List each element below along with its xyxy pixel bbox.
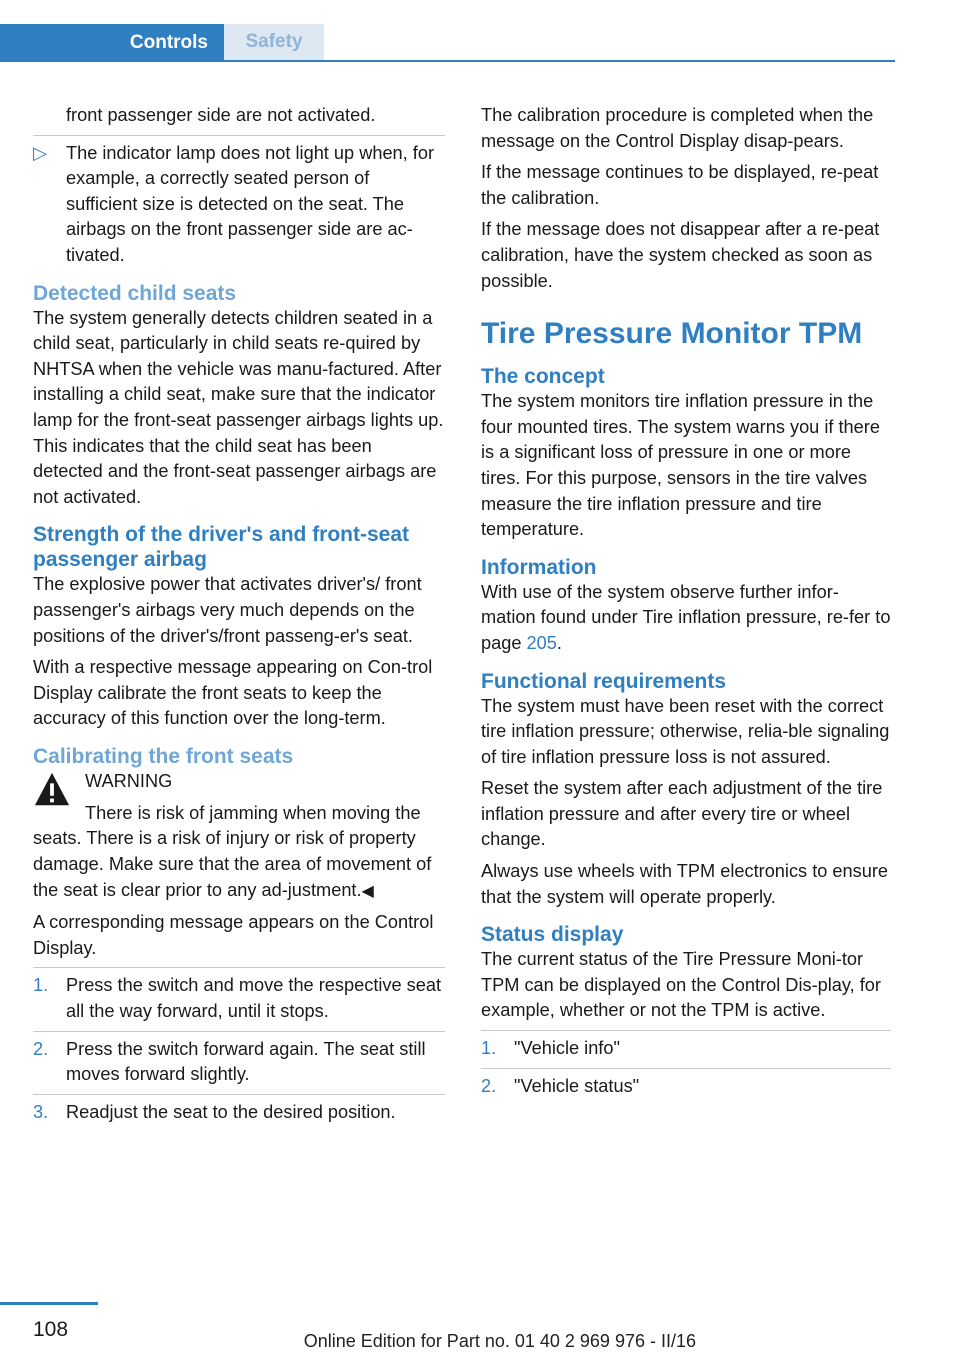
- step-number: 3.: [33, 1101, 49, 1122]
- paragraph-information: [481, 580, 891, 657]
- heading-functional-requirements: Functional requirements: [481, 669, 727, 693]
- list-item: [33, 967, 445, 1024]
- list-item: [481, 1030, 891, 1062]
- edition-text: Online Edition for Part no. 01 40 2 969 976 - II/16: [303, 1331, 696, 1351]
- paragraph-concept: The system monitors tire inflation pressure in the four mounted tires. The system warns you if there is a significant loss of pressure in one or more tires. For this purpose, sensors in the tire valves measure the tire inflation pressure and tire temperature.: [481, 391, 880, 540]
- paragraph-detected: The system generally detects children seated in a child seat, particularly in child seats re‐quired by NHTSA when the vehicle was manu‐factured. After installing a child seat, make sure that the indicator lamp for the front-seat passenger airbags lights up. This indicates that the child seat has been detected and the front-seat passenger airbags are not activated.: [33, 307, 444, 507]
- right-column: [481, 103, 891, 1105]
- end-marker: ◀: [361, 882, 374, 900]
- step-text: "Vehicle info": [514, 1038, 620, 1059]
- step-number: 2.: [481, 1075, 497, 1096]
- paragraph-complete: The calibration procedure is completed when the message on the Control Display disap‐pears.: [481, 105, 874, 151]
- heading-information: Information: [481, 555, 597, 579]
- paragraph-message: A corresponding message appears on the Control Display.: [33, 912, 434, 958]
- paragraph-strength-1: The explosive power that activates driver's/ front passenger's airbags very much depends on the positions of the driver's/front passeng‐er's seat.: [33, 574, 422, 646]
- warning-triangle-icon: [33, 771, 71, 809]
- paragraph-func-1: The system must have been reset with the correct tire inflation pressure; otherwise, relia‐ble signaling of tire inflation pressure loss is not assured.: [481, 695, 890, 767]
- paragraph-not-disappear: If the message does not disappear after a re‐peat calibration, have the system checked as soon as possible.: [481, 219, 880, 291]
- step-text: Press the switch forward again. The seat still moves forward slightly.: [66, 1038, 426, 1085]
- step-number: 1.: [481, 1038, 497, 1059]
- tab-safety[interactable]: Safety: [224, 24, 324, 60]
- tab-controls[interactable]: Controls: [0, 24, 224, 62]
- step-text: Press the switch and move the respective seat all the way forward, until it stops.: [66, 975, 442, 1022]
- page-link[interactable]: 205: [526, 632, 557, 653]
- step-number: 2.: [33, 1038, 49, 1059]
- list-item: [33, 1094, 445, 1126]
- paragraph-continues: If the message continues to be displayed, re‐peat the calibration.: [481, 162, 879, 208]
- heading-concept: The concept: [481, 365, 605, 389]
- step-text: Readjust the seat to the desired position.: [66, 1101, 396, 1122]
- footer-rule: [0, 1302, 98, 1305]
- heading-detected-child-seats: Detected child seats: [33, 281, 237, 305]
- heading-status-display: Status display: [481, 923, 624, 947]
- info-text: With use of the system observe further infor‐mation found under Tire inflation pressure, re‐fer to page: [481, 581, 891, 653]
- list-item: [33, 1031, 445, 1088]
- status-steps-list: [481, 1030, 891, 1099]
- warning-box: [33, 769, 445, 821]
- continued-text: front passenger side are not activated.: [66, 105, 376, 125]
- paragraph-func-2: Reset the system after each adjustment of the tire inflation pressure and after every tire or wheel change.: [481, 778, 883, 850]
- header-rule: [0, 60, 895, 62]
- list-item-text: The indicator lamp does not light up when, for example, a correctly seated person of sufficient size is detected on the seat. The airbags on the front passenger side are ac‐tivated.: [66, 142, 435, 265]
- heading-calibrating-seats: Calibrating the front seats: [33, 744, 294, 768]
- step-text: "Vehicle status": [514, 1075, 640, 1096]
- warning-text: There is risk of jamming when moving the seats. There is a risk of injury or risk of property damage. Make sure that the area of movement of the seat is clear prior to any ad‐justment.: [33, 802, 432, 900]
- warning-title: WARNING: [85, 770, 173, 791]
- bullet-list: [33, 135, 445, 269]
- list-item: [33, 135, 445, 269]
- step-number: 1.: [33, 975, 49, 996]
- info-text-end: .: [556, 632, 562, 653]
- paragraph-status: The current status of the Tire Pressure Moni‐tor TPM can be displayed on the Control Dis‐play, for example, whether or not the TPM is active.: [481, 949, 881, 1021]
- triangle-right-icon: ▷: [33, 142, 47, 163]
- left-column: [33, 103, 445, 1131]
- page-number: 108: [33, 1318, 69, 1341]
- heading-airbag-strength: Strength of the driver's and front-seat passenger airbag: [33, 523, 410, 572]
- paragraph-strength-2: With a respective message appearing on Con‐trol Display calibrate the front seats to keep the accuracy of this function over the long-term.: [33, 657, 433, 729]
- steps-list: [33, 967, 445, 1125]
- list-item: [481, 1068, 891, 1100]
- heading-tpm: Tire Pressure Monitor TPM: [481, 317, 863, 351]
- header-tabbar: [0, 24, 895, 62]
- paragraph-func-3: Always use wheels with TPM electronics to ensure that the system will operate properly.: [481, 861, 889, 907]
